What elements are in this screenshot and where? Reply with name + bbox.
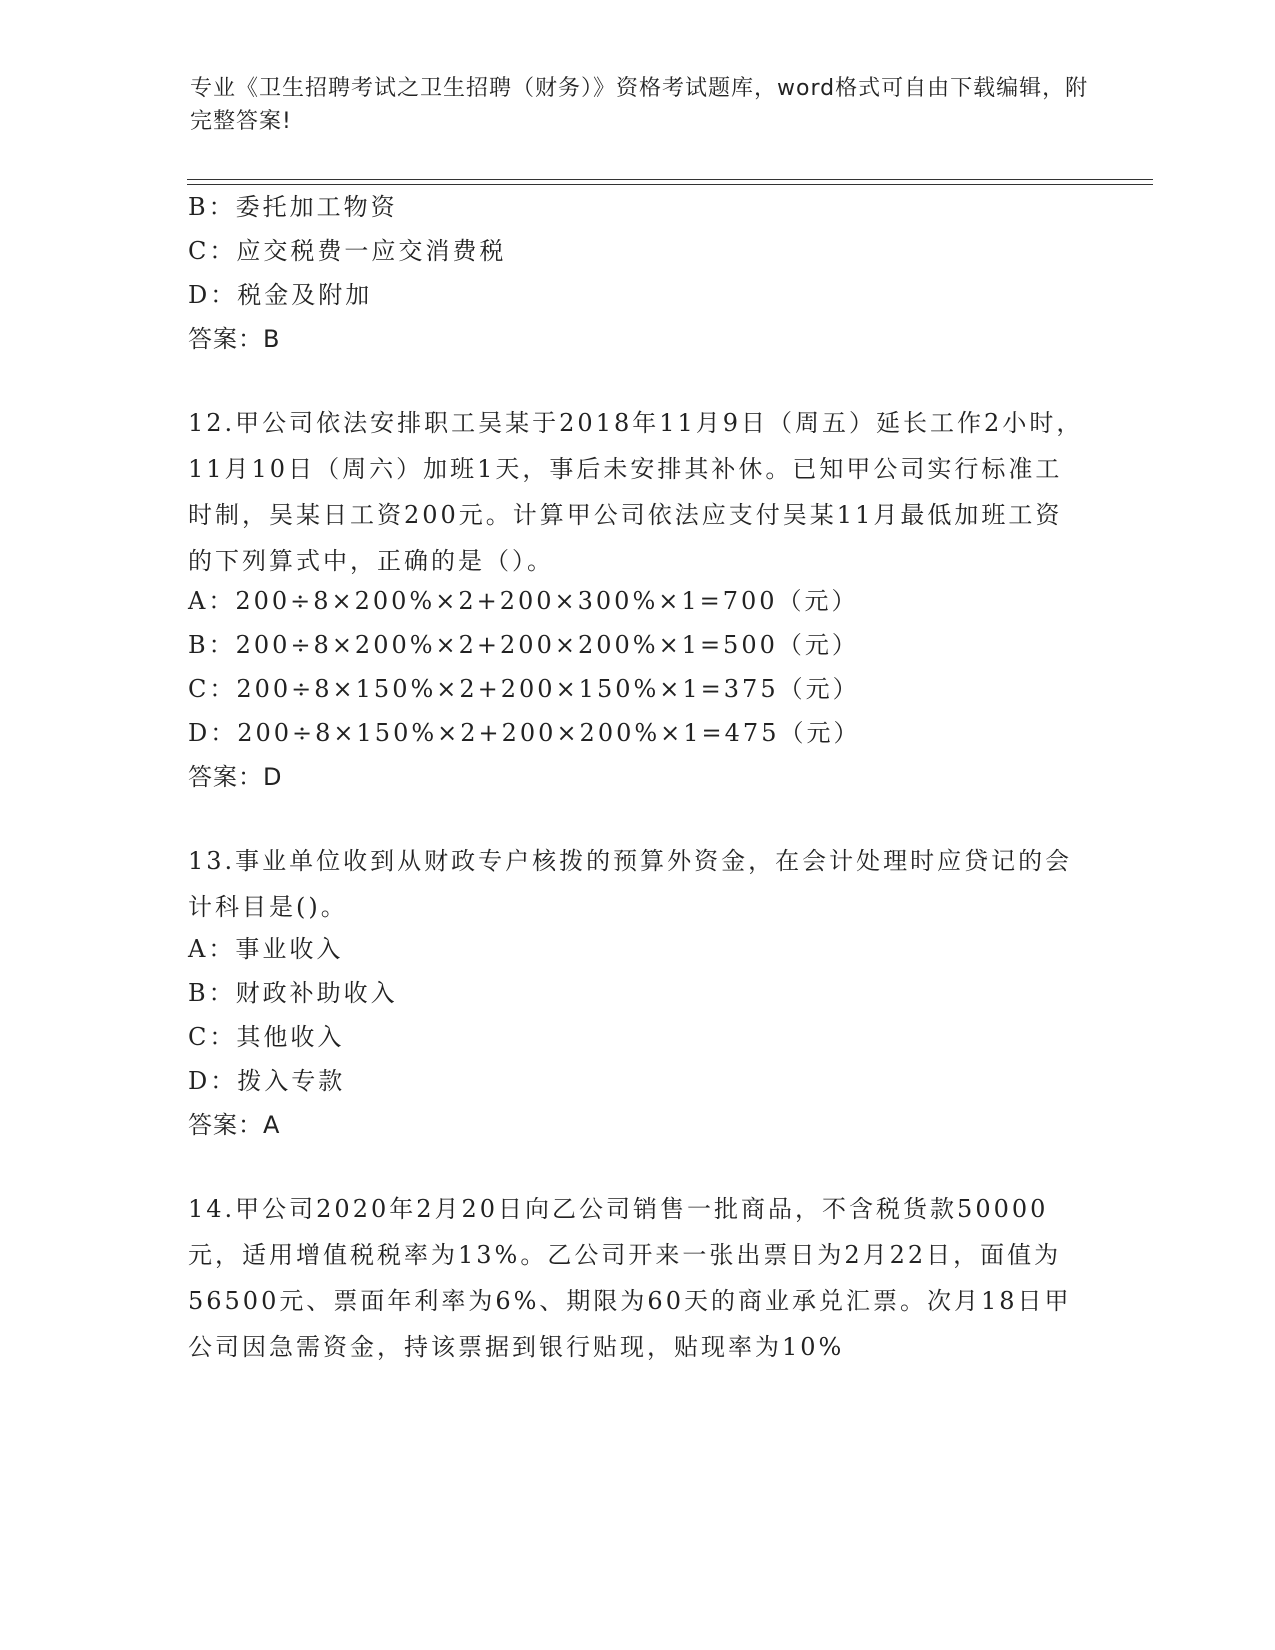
option-d: D：200÷8×150%×2+200×200%×1=475（元） — [188, 719, 861, 747]
header-divider-top — [187, 179, 1153, 180]
document-header: 专业《卫生招聘考试之卫生招聘（财务）》资格考试题库，word格式可自由下载编辑，附完整答案! — [190, 76, 1089, 134]
option-c: C：其他收入 — [188, 1023, 345, 1051]
question-stem: 14.甲公司2020年2月20日向乙公司销售一批商品，不含税货款50000元，适用增值税税率为13%。乙公司开来一张出票日为2月22日，面值为56500元、票面年利率为6%、期限为60天的商业承兑汇票。次月18日甲公司因急需资金，持该票据到银行贴现，贴现率为10% — [188, 1195, 1072, 1361]
option-b: B：委托加工物资 — [188, 193, 398, 221]
answer-line: 答案：B — [188, 325, 281, 353]
option-d: D：拨入专款 — [188, 1067, 346, 1095]
question-stem: 13.事业单位收到从财政专户核拨的预算外资金，在会计处理时应贷记的会计科目是()。 — [188, 847, 1073, 921]
option-d: D：税金及附加 — [188, 281, 373, 309]
answer-line: 答案：A — [188, 1111, 281, 1139]
option-b: B：财政补助收入 — [188, 979, 398, 1007]
question-stem: 12.甲公司依法安排职工吴某于2018年11月9日（周五）延长工作2小时，11月10日（周六）加班1天，事后未安排其补休。已知甲公司实行标准工时制，吴某日工资200元。计算甲公司依法应支付吴某11月最低加班工资的下列算式中，正确的是（）。 — [188, 409, 1084, 575]
answer-line: 答案：D — [188, 763, 283, 791]
option-a: A：200÷8×200%×2+200×300%×1=700（元） — [188, 587, 859, 615]
option-c: C：应交税费一应交消费税 — [188, 237, 507, 265]
option-a: A：事业收入 — [188, 935, 344, 963]
option-c: C：200÷8×150%×2+200×150%×1=375（元） — [188, 675, 860, 703]
header-divider-bottom — [187, 184, 1153, 185]
option-b: B：200÷8×200%×2+200×200%×1=500（元） — [188, 631, 859, 659]
